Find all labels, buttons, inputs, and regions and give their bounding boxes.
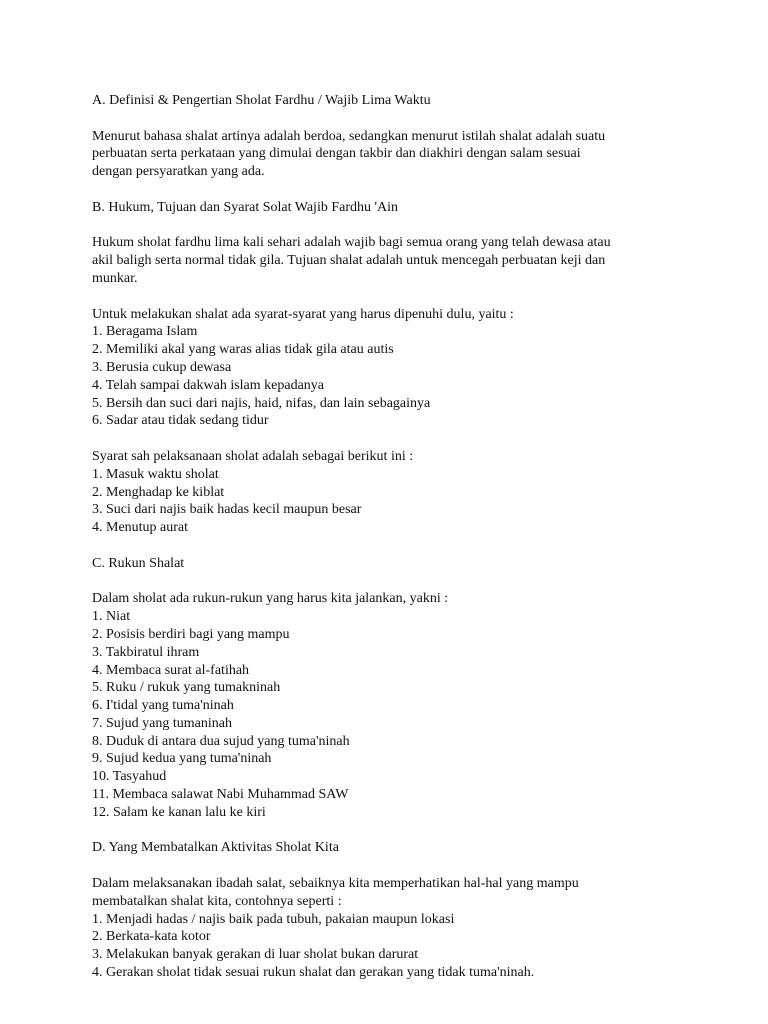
pembatal-list-item: 4. Gerakan sholat tidak sesuai rukun shalat dan gerakan yang tidak tuma'ninah. [92,965,535,981]
rukun-list-item: 7. Sujud yang tumaninah [92,715,232,731]
rukun-list-item: 2. Posisis berdiri bagi yang mampu [92,626,290,642]
rukun-list-item: 12. Salam ke kanan lalu ke kiri [92,804,266,820]
rukun-list-item: 10. Tasyahud [92,769,167,785]
section-c-heading: C. Rukun Shalat [92,555,185,571]
syarat-sah-intro: Syarat sah pelaksanaan sholat adalah sebagai berikut ini : [92,448,414,464]
syarat-sah-list-item: 1. Masuk waktu sholat [92,466,219,482]
syarat-sah-list-item: 3. Suci dari najis baik hadas kecil maupun besar [92,502,362,518]
rukun-list-item: 11. Membaca salawat Nabi Muhammad SAW [92,787,349,803]
pembatal-list-item: 3. Melakukan banyak gerakan di luar sholat bukan darurat [92,947,419,963]
syarat-list-item: 4. Telah sampai dakwah islam kepadanya [92,377,325,393]
rukun-list-item: 5. Ruku / rukuk yang tumakninah [92,680,281,696]
spacer [92,217,732,235]
section-a-paragraph-line: Menurut bahasa shalat artinya adalah berdoa, sedangkan menurut istilah shalat adalah suatu [92,128,606,144]
rukun-list-item: 6. I'tidal yang tuma'ninah [92,698,234,714]
syarat-list-item: 2. Memiliki akal yang waras alias tidak gila atau autis [92,342,394,358]
syarat-list-item: 6. Sadar atau tidak sedang tidur [92,413,269,429]
section-b-paragraph-line: akil baligh serta normal tidak gila. Tujuan shalat adalah untuk mencegah perbuatan keji dan [92,253,606,269]
spacer [92,430,732,448]
section-b-paragraph-line: munkar. [92,270,138,286]
section-b-paragraph-line: Hukum sholat fardhu lima kali sehari adalah wajib bagi semua orang yang telah dewasa atau [92,235,611,251]
syarat-list-item: 5. Bersih dan suci dari najis, haid, nifas, dan lain sebagainya [92,395,431,411]
pembatal-intro-line: Dalam melaksanakan ibadah salat, sebaiknya kita memperhatikan hal-hal yang mampu [92,876,579,892]
pembatal-list-item: 1. Menjadi hadas / najis baik pada tubuh, pakaian maupun lokasi [92,911,455,927]
syarat-intro: Untuk melakukan shalat ada syarat-syarat yang harus dipenuhi dulu, yaitu : [92,306,514,322]
syarat-sah-list-item: 4. Menutup aurat [92,520,189,536]
spacer [92,573,732,591]
section-a-heading: A. Definisi & Pengertian Sholat Fardhu / Wajib Lima Waktu [92,93,431,108]
section-d-heading: D. Yang Membatalkan Aktivitas Sholat Kita [92,840,339,856]
section-a-paragraph-line: perbuatan serta perkataan yang dimulai dengan takbir dan diakhiri dengan salam sesuai [92,146,581,162]
section-b-heading: B. Hukum, Tujuan dan Syarat Solat Wajib Fardhu 'Ain [92,199,399,215]
rukun-list-item: 3. Takbiratul ihram [92,644,200,660]
spacer [92,857,732,875]
document-page [92,92,732,982]
syarat-list-item: 3. Berusia cukup dewasa [92,359,232,375]
rukun-list-item: 1. Niat [92,609,131,625]
syarat-list-item: 1. Beragama Islam [92,324,198,340]
rukun-list-item: 4. Membaca surat al-fatihah [92,662,250,678]
spacer [92,822,732,840]
section-a-paragraph-line: dengan persyaratkan yang ada. [92,164,265,180]
spacer [92,181,732,199]
spacer [92,110,732,128]
pembatal-list-item: 2. Berkata-kata kotor [92,929,211,945]
pembatal-intro-line: membatalkan shalat kita, contohnya seperti : [92,893,342,909]
syarat-sah-list-item: 2. Menghadap ke kiblat [92,484,225,500]
spacer [92,288,732,306]
spacer [92,537,732,555]
rukun-list-item: 9. Sujud kedua yang tuma'ninah [92,751,272,767]
rukun-list-item: 8. Duduk di antara dua sujud yang tuma'ninah [92,733,350,749]
rukun-intro: Dalam sholat ada rukun-rukun yang harus kita jalankan, yakni : [92,591,449,607]
